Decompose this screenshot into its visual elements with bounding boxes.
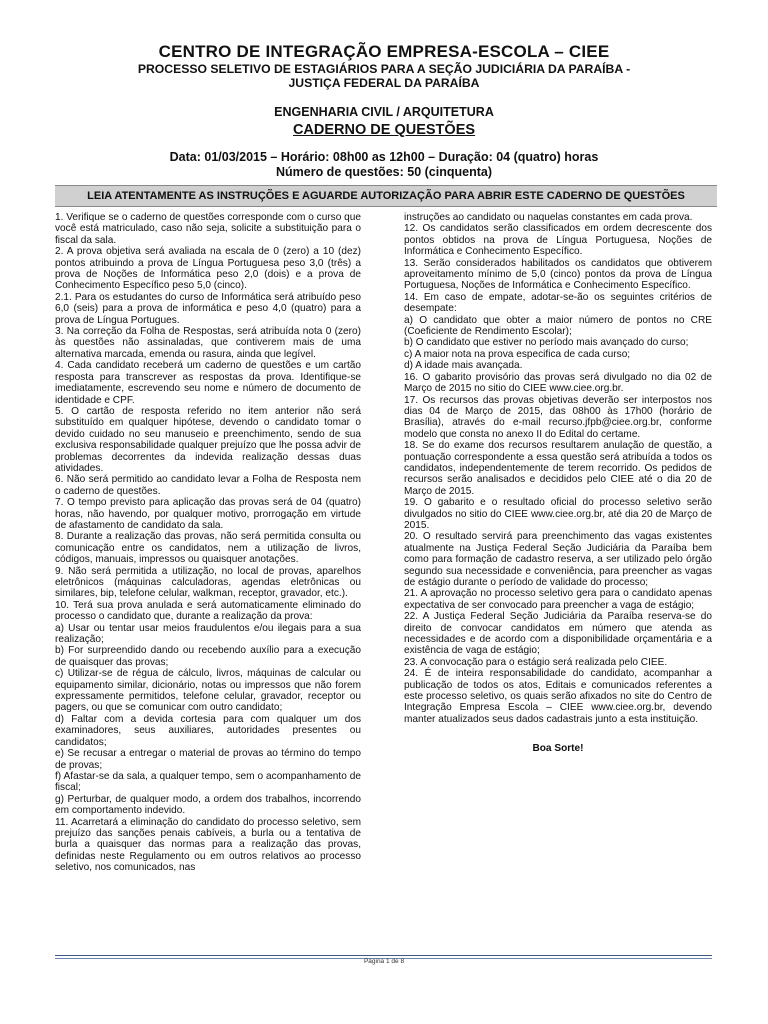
instruction-item: 21. A aprovação no processo seletivo gera para o candidato apenas expectativa de ser convocado para preencher a vaga de estágio;	[404, 588, 712, 611]
instruction-item: instruções ao candidato ou naquelas constantes em cada prova.	[404, 212, 693, 223]
instruction-subitem: f) Afastar-se da sala, a qualquer tempo, sem o acompanhamento de fiscal;	[55, 770, 361, 794]
instructions-banner: LEIA ATENTAMENTE AS INSTRUÇÕES E AGUARDE AUTORIZAÇÃO PARA ABRIR ESTE CADERNO DE QUESTÕES	[55, 185, 717, 207]
instruction-subitem: c) A maior nota na prova especifica de cada curso;	[404, 348, 631, 360]
page-number: Página 1 de 8	[363, 958, 405, 965]
process-subtitle	[0, 63, 768, 90]
instruction-item: 8. Durante a realização das provas, não será permitida consulta ou comunicação entre os candidatos, nem a utilização de livros, códigos, manuais, impressos ou quaisquer anotações.	[55, 531, 361, 566]
instruction-item: 16. O gabarito provisório das provas será divulgado no dia 02 de Março de 2015 no sitio do CIEE www.ciee.org.br.	[404, 371, 712, 395]
instruction-item: 19. O gabarito e o resultado oficial do processo seletivo serão divulgados no sitio do CIEE www.ciee.org.br, até dia 20 de Março de 2015.	[404, 497, 712, 531]
instruction-item: 17. Os recursos das provas objetivas deverão ser interpostos nos dias 04 de Março de 2015, das 08h00 às 17h00 (horário de Brasília), através do e-mail recurso.jfpb@ciee.org.br, conforme modelo que consta no anexo II do Edital do certame.	[404, 394, 712, 440]
instruction-item: 24. É de inteira responsabilidade do candidato, acompanhar a publicação de todos os atos, Editais e comunicados referentes a este processo seletivo, os quais serão afixados no site do Centro de Integração Empresa Escola – CIEE www.ciee.org.br, devendo manter atualizados seus dados cadastrais junto a esta instituição.	[404, 668, 712, 725]
instruction-subitem: a) O candidato que obter a maior número de pontos no CRE (Coeficiente de Rendimento Escolar);	[404, 314, 712, 338]
course-name: ENGENHARIA CIVIL / ARQUITETURA	[274, 105, 494, 119]
instruction-item: 2.1. Para os estudantes do curso de Informática será atribuído peso 6,0 (seis) para a prova de informática e peso 4,0 (quatro) para a prova de Língua Portugues.	[55, 291, 361, 326]
subtitle-line-1: PROCESSO SELETIVO DE ESTAGIÁRIOS PARA A SEÇÃO JUDICIÁRIA DA PARAÍBA -	[137, 62, 631, 76]
instruction-item: 12. Os candidatos serão classificados em ordem decrescente dos pontos obtidos na prova de Língua Portuguesa, Noções de Informática e Conhecimento Específico.	[404, 223, 712, 258]
booklet-title: CADERNO DE QUESTÕES	[292, 122, 476, 138]
instruction-item: 22. A Justiça Federal Seção Judiciária da Paraíba reserva-se do direito de convocar candidatos em número que atenda as necessidades e de acordo com a disponibilidade orçamentária e a existência de vaga de estágio;	[404, 611, 712, 657]
instruction-subitem: g) Perturbar, de qualquer modo, a ordem dos trabalhos, incorrendo em comportamento indevido.	[55, 793, 361, 817]
instruction-item: 1. Verifique se o caderno de questões corresponde com o curso que você está matriculado, caso não seja, solicite a substituição para o fiscal da sala.	[55, 212, 361, 246]
exam-date-line: Data: 01/03/2015 – Horário: 08h00 as 12h00 – Duração: 04 (quatro) horas	[169, 150, 599, 164]
instruction-item: 5. O cartão de resposta referido no item anterior não será substituído em qualquer hipótese, devendo o candidato tomar o devido cuidado no seu manuseio e preenchimento, sendo de sua exclusiva responsabilidade qualquer prejuízo que lhe possa advir de problemas decorrentes da indevida realização dessas duas atividades.	[55, 405, 361, 474]
instruction-subitem: b) O candidato que estiver no período mais avançado do curso;	[404, 337, 689, 349]
instruction-item: 10. Terá sua prova anulada e será automaticamente eliminado do processo o candidato que, durante a realização da prova:	[55, 599, 361, 623]
instruction-subitem: c) Utilizar-se de régua de cálculo, livros, máquinas de calcular ou equipamento similar, dicionário, notas ou impressos que não forem expressamente permitidos, telefone celular, gravador, receptor ou pagers, ou que se comunicar com outro candidato;	[55, 668, 361, 714]
good-luck-message: Boa Sorte!	[532, 743, 584, 755]
instruction-subitem: b) For surpreendido dando ou recebendo auxílio para a execução de quaisquer das provas;	[55, 645, 361, 668]
instruction-item: 2. A prova objetiva será avaliada na escala de 0 (zero) a 10 (dez) pontos atribuindo a prova de Língua Portuguesa peso 3,0 (três) a prova de Noções de Informática peso 2,0 (dois) e a prova de Conhecimento Específico peso 5,0 (cinco).	[55, 246, 361, 292]
instruction-item: 9. Não será permitida a utilização, no local de provas, aparelhos eletrônicos (máquinas calculadoras, agendas eletrônicas ou similares, bip, telefone celular, walkman, receptor, gravador, etc.).	[55, 565, 361, 600]
instruction-item: 20. O resultado servirá para preenchimento das vagas existentes atualmente na Justiça Federal Seção Judiciária da Paraíba bem como para formação de cadastro reserva, a ser utilizado pelo órgão segundo sua necessidade e conveniência, para preencher as vagas de estágio durante o período de validade do processo;	[404, 531, 712, 588]
instruction-item: 11. Acarretará a eliminação do candidato do processo seletivo, sem prejuízo das sanções penais cabíveis, a burla ou a tentativa de burla a quaisquer das normas para a realização das provas, definidas neste Regulamento ou em outros relativos ao processo seletivo, nos comunicados, nas	[55, 816, 361, 874]
subtitle-line-2: JUSTIÇA FEDERAL DA PARAÍBA	[288, 75, 480, 90]
instruction-item: 3. Na correção da Folha de Respostas, será atribuída nota 0 (zero) às questões não assinaladas, que contiverem mais de uma alternativa marcada, emenda ou rasura, ainda que legível.	[55, 326, 361, 360]
instructions-right-column	[404, 212, 712, 755]
instruction-subitem: d) A idade mais avançada.	[404, 360, 523, 372]
instruction-item: 6. Não será permitido ao candidato levar a Folha de Resposta nem o caderno de questões.	[55, 474, 361, 497]
instruction-subitem: d) Faltar com a devida cortesia para com qualquer um dos examinadores, seus auxiliares, autoridades presentes ou candidatos;	[55, 713, 361, 748]
footer-divider	[55, 955, 712, 956]
instruction-item: 13. Serão considerados habilitados os candidatos que obtiverem aproveitamento mínimo de 5,0 (cinco) pontos da prova de Língua Portuguesa, Noções de Informática e Conhecimento Específico.	[404, 257, 712, 292]
instruction-item: 23. A convocação para o estágio será realizada pelo CIEE.	[404, 656, 668, 668]
instruction-item: 4. Cada candidato receberá um caderno de questões e um cartão resposta para transcrever as respostas da prova. Identifique-se imediatamente, escrevendo seu nome e número de documento de identidade e CPF.	[55, 360, 361, 406]
instruction-item: 18. Se do exame dos recursos resultarem anulação de questão, a pontuação correspondente a essa questão será atribuída a todos os candidatos, independentemente de terem recorrido. Os pedidos de recursos serão analisados e decididos pelo CIEE até o dia 20 de Março de 2015.	[404, 440, 712, 497]
instruction-subitem: a) Usar ou tentar usar meios fraudulentos e/ou ilegais para a sua realização;	[55, 622, 361, 646]
instruction-item: 7. O tempo previsto para aplicação das provas será de 04 (quatro) horas, não havendo, por qualquer motivo, prorrogação em virtude de afastamento de candidato da sala.	[55, 497, 361, 531]
instructions-left-column	[55, 212, 361, 874]
instruction-item: 14. Em caso de empate, adotar-se-ão os seguintes critérios de desempate:	[404, 291, 712, 315]
instruction-subitem: e) Se recusar a entregar o material de provas ao término do tempo de provas;	[55, 748, 361, 771]
question-count-line: Número de questões: 50 (cinquenta)	[275, 165, 492, 179]
institution-title: CENTRO DE INTEGRAÇÃO EMPRESA-ESCOLA – CIEE	[158, 42, 610, 61]
